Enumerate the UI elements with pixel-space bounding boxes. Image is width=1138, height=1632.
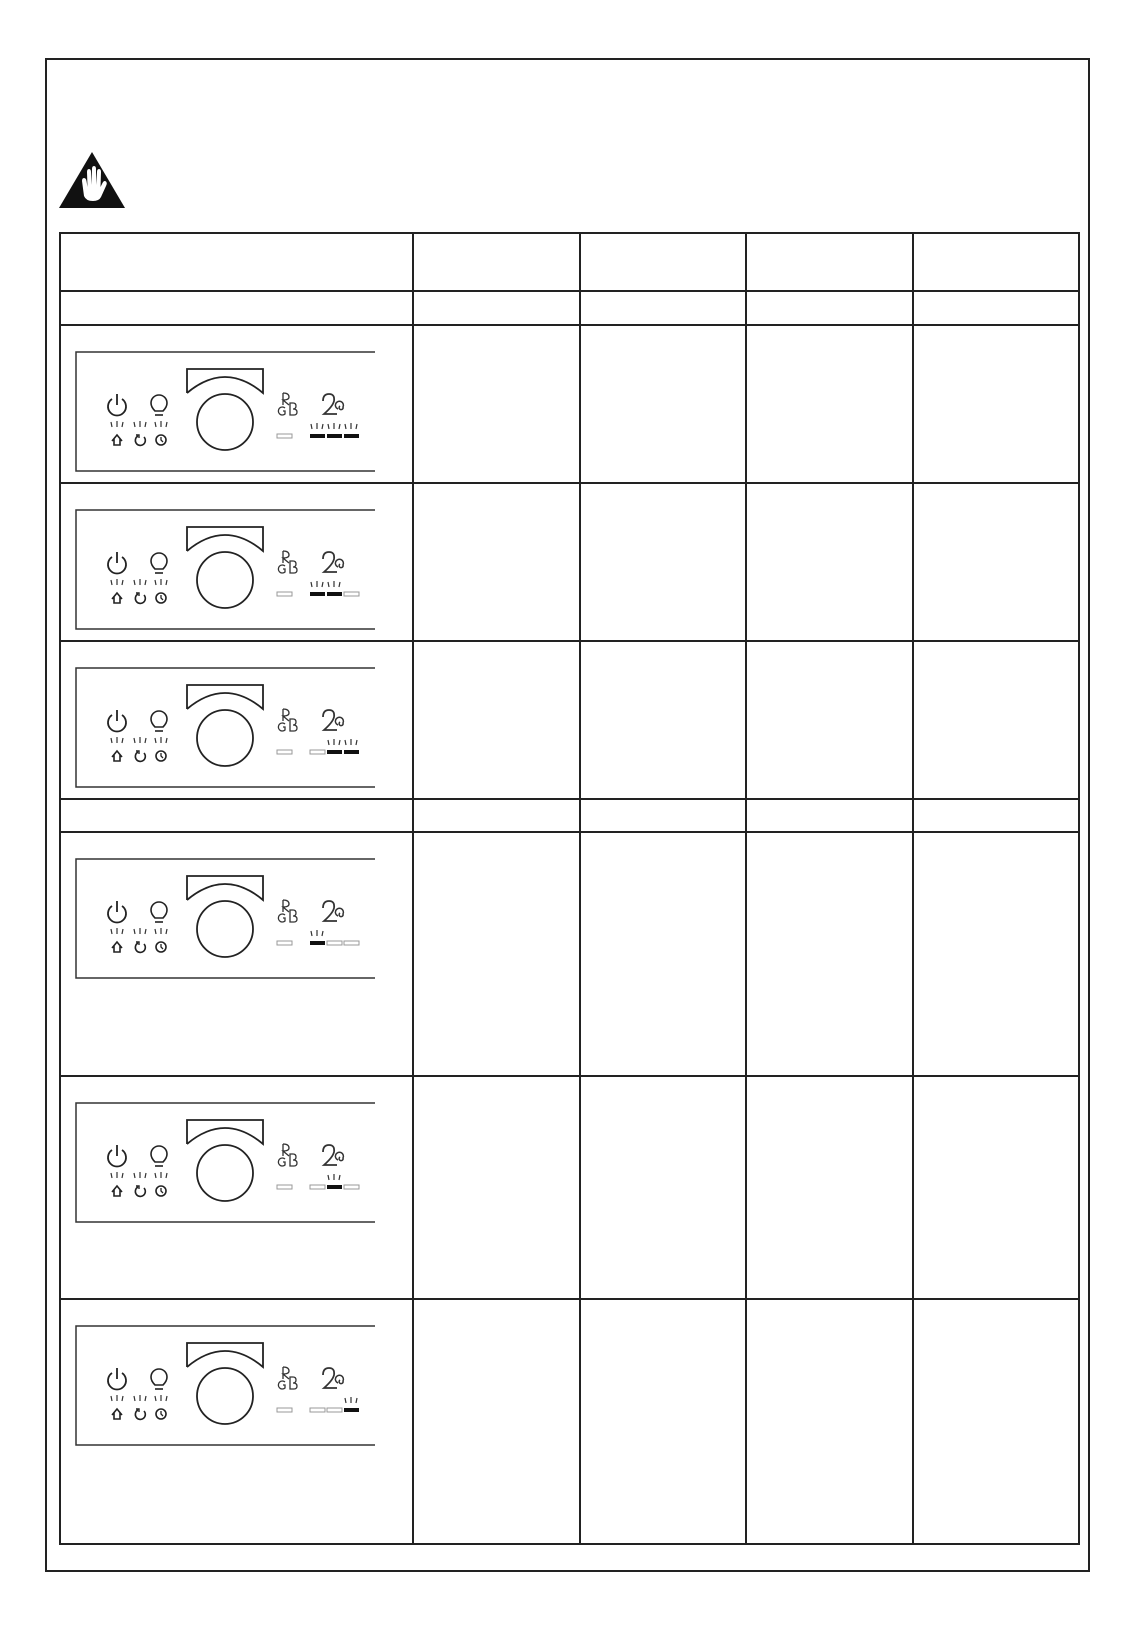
table-cell [746, 1076, 913, 1300]
table-section-row [60, 799, 1079, 832]
fan-speed-led-3 [344, 1408, 359, 1412]
table-cell [60, 1299, 413, 1544]
rgb-icon [278, 551, 297, 573]
fan-speed-led-2 [327, 1408, 342, 1412]
table-cell [913, 325, 1079, 483]
table-cell [413, 799, 580, 832]
table-cell [60, 832, 413, 1075]
light-icon [151, 902, 167, 922]
power-icon [108, 901, 126, 922]
table-cell [60, 291, 413, 324]
home-icon [112, 435, 122, 445]
fan-speed-led-3 [344, 592, 359, 596]
fan-speed-led-1 [310, 592, 325, 596]
rgb-icon [278, 1144, 297, 1166]
fan-icon [323, 552, 343, 572]
table-section-row [60, 291, 1079, 324]
table-cell [413, 233, 580, 291]
rgb-icon [278, 393, 297, 415]
rgb-indicator-led [277, 941, 292, 945]
reset-icon [135, 751, 145, 761]
table-cell [580, 832, 746, 1075]
rgb-icon [278, 1367, 297, 1389]
rgb-indicator-led [277, 592, 292, 596]
fan-speed-led-1 [310, 750, 325, 754]
table-row [60, 832, 1079, 1075]
table-row [60, 1076, 1079, 1300]
table-cell [413, 483, 580, 641]
table-cell [580, 483, 746, 641]
home-icon [112, 751, 122, 761]
fan-speed-led-2 [327, 1185, 342, 1189]
control-knob [187, 1343, 263, 1424]
table-cell [913, 799, 1079, 832]
table-cell [746, 291, 913, 324]
reset-icon [135, 435, 145, 445]
table-cell [746, 325, 913, 483]
table-row [60, 1299, 1079, 1544]
control-knob [187, 1120, 263, 1201]
fan-speed-led-2 [327, 434, 342, 438]
table-cell [746, 233, 913, 291]
home-icon [112, 1186, 122, 1196]
table-cell [413, 291, 580, 324]
control-panel-diagram [75, 509, 375, 631]
home-icon [112, 942, 122, 952]
fan-speed-led-2 [327, 941, 342, 945]
home-icon [112, 1409, 122, 1419]
status-table [59, 232, 1080, 1545]
table-row [60, 641, 1079, 799]
home-icon [112, 593, 122, 603]
table-cell [913, 1076, 1079, 1300]
table-cell [60, 641, 413, 799]
fan-icon [323, 1145, 343, 1165]
table-row [60, 325, 1079, 483]
power-icon [108, 1368, 126, 1389]
table-cell [413, 1076, 580, 1300]
fan-speed-led-3 [344, 434, 359, 438]
control-panel-diagram [75, 1325, 375, 1447]
fan-speed-led-3 [344, 1185, 359, 1189]
table-cell [913, 641, 1079, 799]
table-cell [913, 832, 1079, 1075]
timer-icon [156, 751, 166, 761]
table-cell [413, 832, 580, 1075]
table-cell [913, 291, 1079, 324]
table-cell [913, 483, 1079, 641]
control-knob [187, 369, 263, 450]
fan-icon [323, 394, 343, 414]
table-cell [913, 1299, 1079, 1544]
light-icon [151, 553, 167, 573]
table-cell [413, 325, 580, 483]
power-icon [108, 552, 126, 573]
table-cell [60, 325, 413, 483]
control-knob [187, 527, 263, 608]
reset-icon [135, 1186, 145, 1196]
table-row [60, 483, 1079, 641]
control-knob [187, 685, 263, 766]
table-cell [746, 1299, 913, 1544]
table-cell [746, 483, 913, 641]
light-icon [151, 1369, 167, 1389]
table-cell [580, 291, 746, 324]
table-cell [913, 233, 1079, 291]
light-icon [151, 395, 167, 415]
reset-icon [135, 1409, 145, 1419]
table-cell [413, 641, 580, 799]
timer-icon [156, 593, 166, 603]
rgb-indicator-led [277, 1408, 292, 1412]
reset-icon [135, 942, 145, 952]
timer-icon [156, 1409, 166, 1419]
table-cell [746, 832, 913, 1075]
fan-speed-led-1 [310, 1408, 325, 1412]
fan-speed-led-2 [327, 592, 342, 596]
warning-hand-icon [57, 150, 127, 210]
fan-speed-led-2 [327, 750, 342, 754]
table-cell [60, 1076, 413, 1300]
table-cell [60, 799, 413, 832]
fan-speed-led-1 [310, 434, 325, 438]
rgb-indicator-led [277, 750, 292, 754]
table-cell [580, 1076, 746, 1300]
reset-icon [135, 593, 145, 603]
control-knob [187, 876, 263, 957]
table-header-row [60, 233, 1079, 291]
rgb-indicator-led [277, 434, 292, 438]
table-cell [60, 483, 413, 641]
control-panel-diagram [75, 351, 375, 473]
fan-icon [323, 1368, 343, 1388]
table-cell [746, 641, 913, 799]
timer-icon [156, 435, 166, 445]
table-cell [580, 1299, 746, 1544]
fan-speed-led-1 [310, 941, 325, 945]
power-icon [108, 710, 126, 731]
table-cell [413, 1299, 580, 1544]
timer-icon [156, 1186, 166, 1196]
table-cell [746, 799, 913, 832]
light-icon [151, 711, 167, 731]
fan-speed-led-3 [344, 750, 359, 754]
fan-icon [323, 710, 343, 730]
table-cell [580, 641, 746, 799]
fan-speed-led-3 [344, 941, 359, 945]
rgb-icon [278, 900, 297, 922]
control-panel-diagram [75, 858, 375, 980]
control-panel-diagram [75, 667, 375, 789]
light-icon [151, 1146, 167, 1166]
table-cell [580, 233, 746, 291]
power-icon [108, 1145, 126, 1166]
fan-icon [323, 901, 343, 921]
control-panel-diagram [75, 1102, 375, 1224]
timer-icon [156, 942, 166, 952]
rgb-icon [278, 709, 297, 731]
table-cell [580, 799, 746, 832]
power-icon [108, 394, 126, 415]
rgb-indicator-led [277, 1185, 292, 1189]
table-cell [580, 325, 746, 483]
fan-speed-led-1 [310, 1185, 325, 1189]
table-cell [60, 233, 413, 291]
